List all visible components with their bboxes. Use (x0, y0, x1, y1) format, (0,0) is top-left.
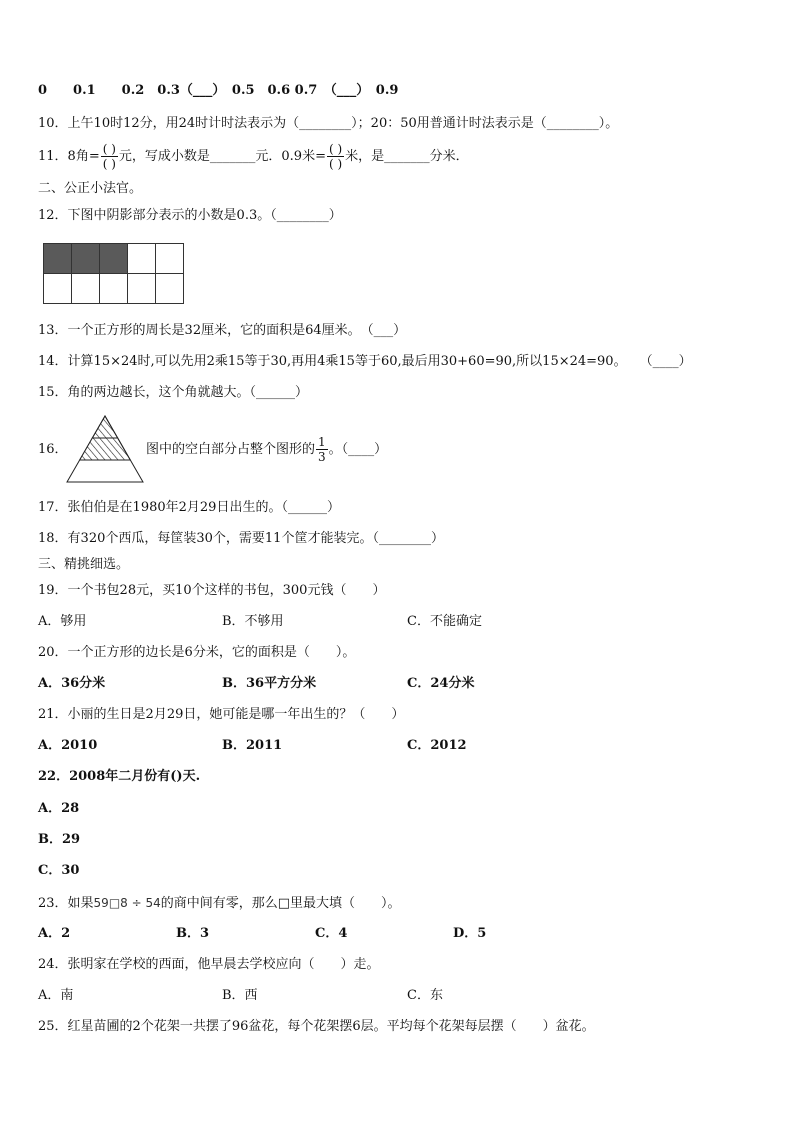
grid-cell-shaded (44, 244, 72, 274)
q19-question: 19．一个书包28元，买10个这样的书包，300元钱（ ） (38, 583, 386, 598)
q15-question: 15．角的两边越长，这个角就越大。（______） (38, 385, 309, 400)
q24-option-a: A．南 (38, 988, 74, 1003)
q21-question: 21．小丽的生日是2月29日，她可能是哪一年出生的？（ ） (38, 707, 405, 722)
q23-expression: 59□8 ÷ 54 (93, 896, 161, 910)
q22-option-c: C．30 (38, 863, 80, 878)
q14-question: 14．计算15×24时,可以先用2乘15等于30,再用4乘15等于60,最后用30+60=90,所以15×24=90。 （____） (38, 354, 692, 369)
q19-option-a: A．够用 (38, 614, 87, 629)
q18-question: 18．有320个西瓜，每筐装30个，需要11个筐才能装完。（________） (38, 531, 444, 546)
section-2-title: 二、公正小法官。 (38, 181, 143, 196)
q11-part-b: 元，写成小数是_______元．0.9米= (118, 149, 326, 164)
q21-option-a: A．2010 (38, 738, 98, 753)
grid-cell (128, 274, 156, 304)
q23-option-b: B．3 (176, 926, 210, 941)
q20-option-b: B．36平方分米 (222, 676, 317, 691)
grid-cell-shaded (72, 244, 100, 274)
q11-frac2-numerator: ( ) (328, 142, 343, 156)
q11-fraction-2 (327, 142, 344, 171)
grid-cell (72, 274, 100, 304)
q11-frac2-denominator: ( ) (328, 157, 343, 171)
q19-option-b: B．不够用 (222, 614, 284, 629)
q23-option-c: C．4 (315, 926, 348, 941)
q23-option-d: D．5 (453, 926, 487, 941)
q24-option-b: B．西 (222, 988, 258, 1003)
q20-option-c: C．24分米 (407, 676, 475, 691)
q12-question: 12．下图中阴影部分表示的小数是0.3。（________） (38, 208, 342, 223)
q16-tail: 。（____） (328, 442, 388, 457)
q22-question: 22．2008年二月份有()天. (38, 769, 201, 784)
q23-part-a: 23．如果 (38, 896, 94, 911)
section-3-title: 三、精挑细选。 (38, 557, 130, 572)
q11-question (38, 142, 469, 172)
q23-option-a: A．2 (38, 926, 71, 941)
q22-option-b: B．29 (38, 832, 81, 847)
q23-question (38, 894, 401, 913)
q11-frac1-denominator: ( ) (102, 157, 116, 171)
q16-fraction (316, 435, 328, 464)
q13-question: 13．一个正方形的周长是32厘米，它的面积是64厘米。 （___） (38, 323, 407, 338)
q16-frac-denominator: 3 (318, 450, 326, 464)
q16-frac-numerator: 1 (318, 435, 326, 449)
q20-question: 20．一个正方形的边长是6分米，它的面积是（ ）。 (38, 645, 356, 660)
grid-cell-shaded (100, 244, 128, 274)
q11-fraction-1 (101, 142, 118, 171)
q24-option-c: C．东 (407, 988, 443, 1003)
grid-cell (128, 244, 156, 274)
q11-part-a: 11．8角= (38, 149, 100, 164)
q17-question: 17．张伯伯是在1980年2月29日出生的。（______） (38, 500, 340, 515)
triangle-figure (66, 414, 144, 484)
q21-option-c: C．2012 (407, 738, 467, 753)
q11-part-c: 米，是_______分米． (345, 149, 469, 164)
grid-cell (156, 244, 184, 274)
grid-cell (44, 274, 72, 304)
grid-row (44, 274, 184, 304)
q25-question: 25．红星苗圃的2个花架一共摆了96盆花，每个花架摆6层。平均每个花架每层摆（ ）盆花。 (38, 1019, 595, 1034)
grid-cell (156, 274, 184, 304)
q20-option-a: A．36分米 (38, 676, 106, 691)
decimal-grid-figure (43, 243, 184, 304)
q16-number: 16． (38, 442, 68, 457)
q16-question (146, 432, 387, 468)
q10-question: 10．上午10时12分，用24时计时法表示为（________）；20：50用普通计时法表示是（________）。 (38, 116, 619, 131)
q24-question: 24．张明家在学校的西面，他早晨去学校应向（ ）走。 (38, 957, 380, 972)
q22-option-a: A．28 (38, 801, 80, 816)
q21-option-b: B．2011 (222, 738, 283, 753)
q16-text: 图中的空白部分占整个图形的 (146, 442, 316, 457)
grid-row (44, 244, 184, 274)
q11-frac1-numerator: ( ) (102, 142, 116, 156)
q19-option-c: C．不能确定 (407, 614, 482, 629)
q23-part-b: 的商中间有零，那么□里最大填（ ）。 (160, 896, 401, 911)
q9-number-line: 0 0.1 0.2 0.3（___） 0.5 0.6 0.7 （___） 0.9 (38, 83, 399, 98)
grid-cell (100, 274, 128, 304)
